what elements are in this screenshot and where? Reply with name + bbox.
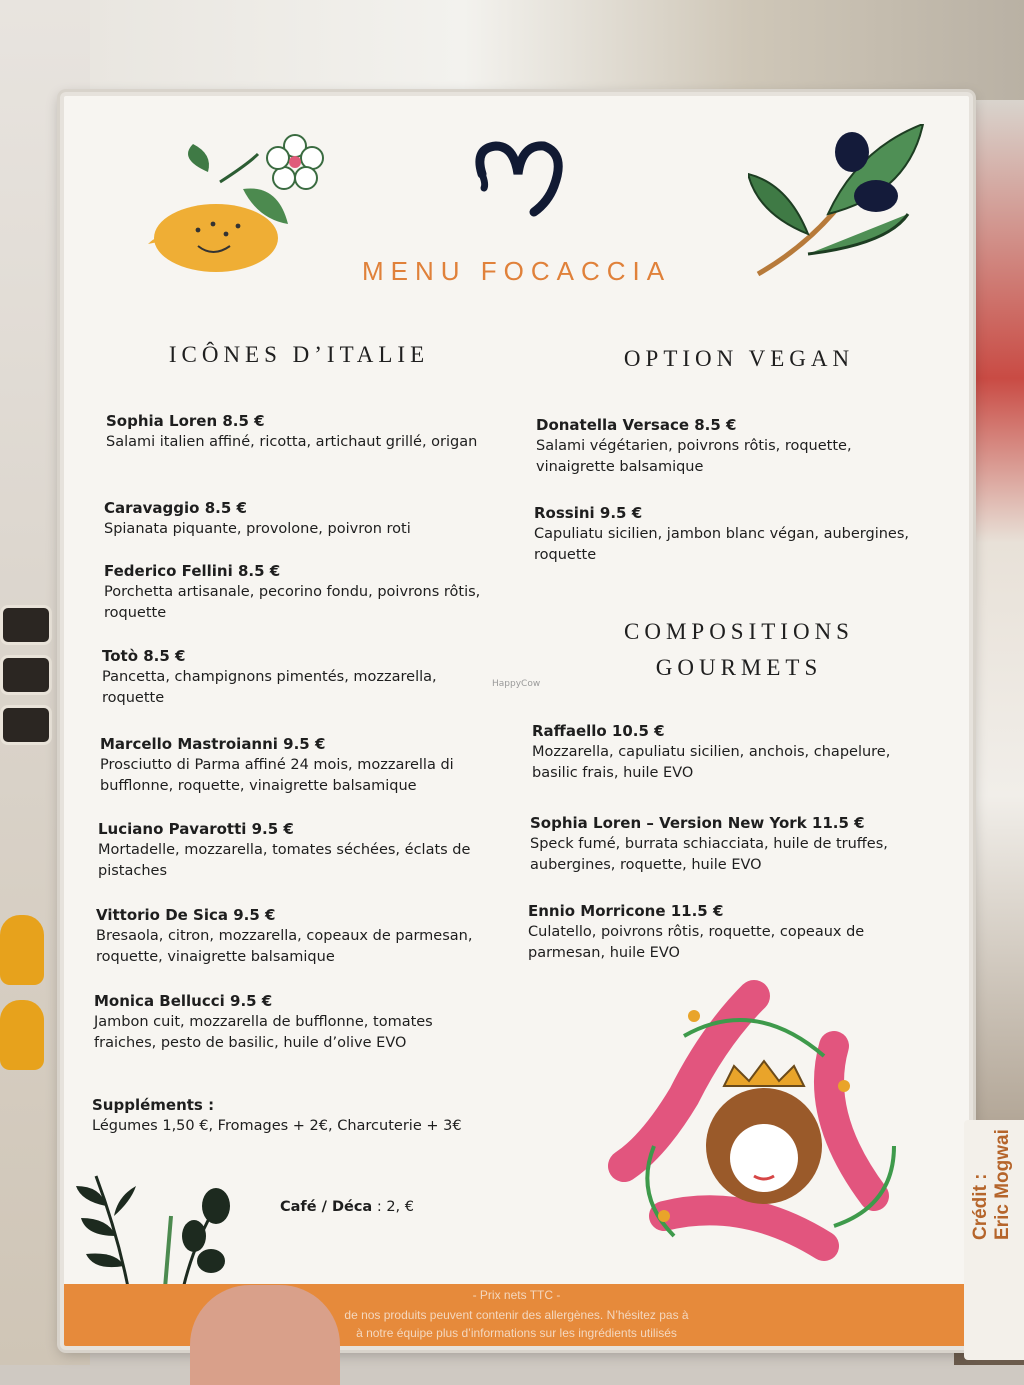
menu-item xyxy=(102,647,492,709)
item-description: Prosciutto di Parma affiné 24 mois, mozzarella di bufflonne, roquette, vinaigrette balsamique xyxy=(100,757,454,794)
footer-line: - Prix nets TTC - xyxy=(472,1288,561,1302)
item-description: Pancetta, champignons pimentés, mozzarella, roquette xyxy=(102,669,437,706)
menu-item xyxy=(94,992,484,1054)
item-description: Culatello, poivrons rôtis, roquette, copeaux de parmesan, huile EVO xyxy=(528,924,865,961)
item-description: Jambon cuit, mozzarella de bufflonne, tomates fraiches, pesto de basilic, huile d’olive EVO xyxy=(94,1014,433,1051)
jar xyxy=(0,655,52,695)
logo-m-icon xyxy=(474,138,564,218)
item-name: Totò 8.5 € xyxy=(102,647,186,665)
menu-item xyxy=(100,735,490,797)
cafe-price xyxy=(280,1199,414,1215)
thumb xyxy=(190,1285,340,1385)
background-top xyxy=(90,0,1024,100)
menu-item xyxy=(534,504,924,566)
flower-icon xyxy=(260,128,330,198)
item-name: Raffaello 10.5 € xyxy=(532,722,665,740)
footer-line: à notre équipe plus d’informations sur les ingrédients utilisés xyxy=(356,1326,677,1340)
item-description: Mozzarella, capuliatu sicilien, anchois, chapelure, basilic frais, huile EVO xyxy=(532,744,891,781)
menu-item xyxy=(530,814,930,876)
item-name: Sophia Loren 8.5 € xyxy=(106,412,265,430)
menu-item xyxy=(96,906,486,968)
item-name: Monica Bellucci 9.5 € xyxy=(94,992,273,1010)
section-title-gourmets xyxy=(574,614,904,686)
item-description: Mortadelle, mozzarella, tomates séchées, éclats de pistaches xyxy=(98,842,471,879)
menu-item xyxy=(532,722,922,784)
trinacria-icon xyxy=(594,976,914,1276)
watermark: HappyCow xyxy=(492,679,541,689)
item-name: Ennio Morricone 11.5 € xyxy=(528,902,724,920)
item-description: Bresaola, citron, mozzarella, copeaux de parmesan, roquette, vinaigrette balsamique xyxy=(96,928,473,965)
bottle xyxy=(0,1000,44,1070)
section-title-line: COMPOSITIONS xyxy=(624,619,854,644)
jar xyxy=(0,605,52,645)
item-description: Speck fumé, burrata schiacciata, huile de truffes, aubergines, roquette, huile EVO xyxy=(530,836,888,873)
item-description: Porchetta artisanale, pecorino fondu, poivrons rôtis, roquette xyxy=(104,584,481,621)
footer-line: de nos produits peuvent contenir des allergènes. N’hésitez pas à xyxy=(344,1308,689,1322)
item-name: Federico Fellini 8.5 € xyxy=(104,562,281,580)
supplements-title: Suppléments : xyxy=(92,1096,215,1114)
menu-item xyxy=(104,499,494,540)
menu-item xyxy=(528,902,928,964)
item-description: Spianata piquante, provolone, poivron roti xyxy=(104,521,411,537)
menu-item xyxy=(106,412,496,453)
cafe-value: : 2, € xyxy=(376,1199,414,1215)
item-name: Marcello Mastroianni 9.5 € xyxy=(100,735,326,753)
item-name: Vittorio De Sica 9.5 € xyxy=(96,906,276,924)
item-name: Luciano Pavarotti 9.5 € xyxy=(98,820,294,838)
photo-credit: Crédit : Eric Mogwai xyxy=(964,1120,1024,1360)
section-title-vegan: OPTION VEGAN xyxy=(623,346,855,371)
item-description: Capuliatu sicilien, jambon blanc végan, aubergines, roquette xyxy=(534,526,910,563)
jar xyxy=(0,705,52,745)
item-name: Caravaggio 8.5 € xyxy=(104,499,247,517)
menu-item xyxy=(98,820,488,882)
supplements xyxy=(92,1096,462,1134)
item-description: Salami italien affiné, ricotta, artichaut grillé, origan xyxy=(106,434,478,450)
bottle xyxy=(0,915,44,985)
section-title-icones: ICÔNES D’ITALIE xyxy=(168,342,430,367)
cafe-label: Café / Déca xyxy=(280,1199,373,1215)
item-name: Donatella Versace 8.5 € xyxy=(536,416,737,434)
menu-sheet xyxy=(60,92,973,1350)
menu-item xyxy=(536,416,926,478)
menu-title: MENU FOCACCIA xyxy=(361,256,672,286)
item-name: Sophia Loren – Version New York 11.5 € xyxy=(530,814,865,832)
section-title-line: GOURMETS xyxy=(655,655,823,680)
item-name: Rossini 9.5 € xyxy=(534,504,643,522)
menu-item xyxy=(104,562,494,624)
supplements-text: Légumes 1,50 €, Fromages + 2€, Charcuterie + 3€ xyxy=(92,1118,462,1134)
item-description: Salami végétarien, poivrons rôtis, roquette, vinaigrette balsamique xyxy=(536,438,852,475)
